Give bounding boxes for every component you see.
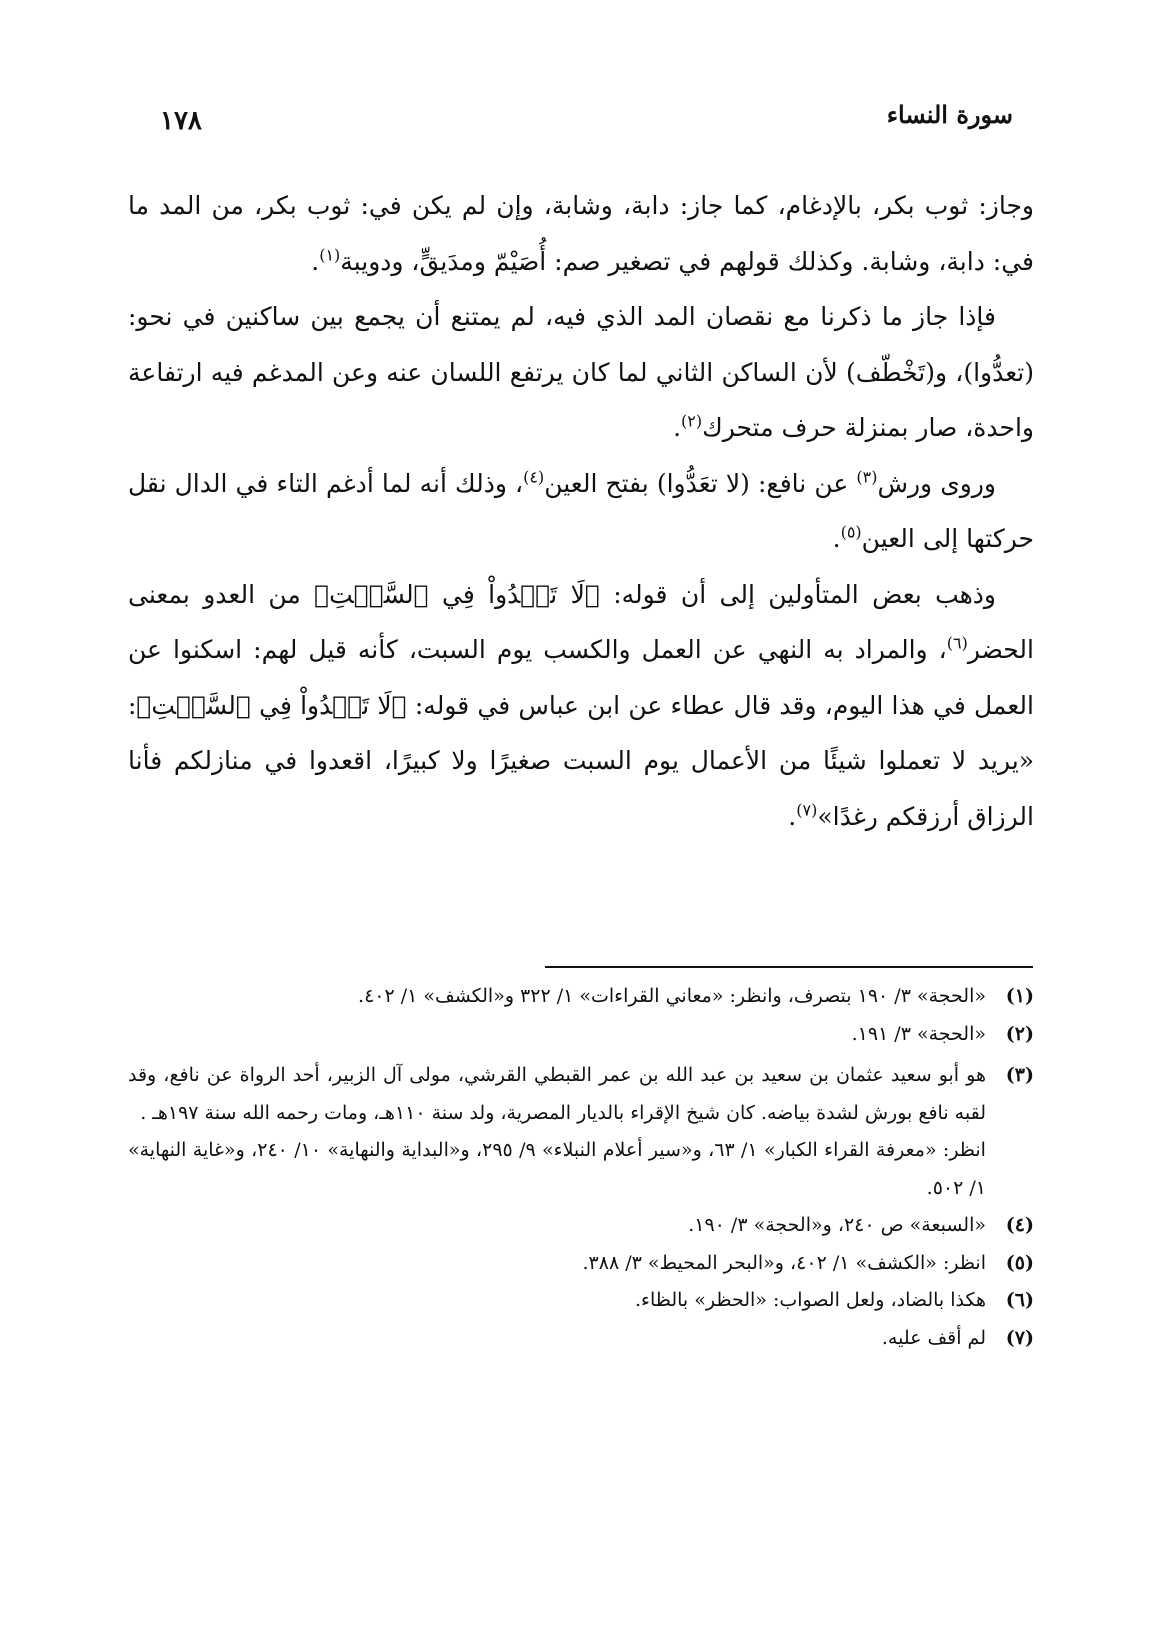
p1-line-2: ثوب بكر، من المد ما في: دابة، وشابة. وكذلك قولهم في تصغير صم:: [128, 191, 1034, 276]
footnote-text-sources: انظر: «معرفة القراء الكبار» ١/ ٦٣، و«سير أعلام النبلاء» ٩/ ٢٩٥، و«البداية والنهاية» ١٠/ ٢٤٠، و«غاية النهاية» ١/ ٥٠٢.: [128, 1139, 986, 1199]
page-number: ١٧٨: [160, 106, 202, 136]
footnote-number: (٧): [1005, 1326, 1034, 1349]
footnote-ref-6[interactable]: (٦): [946, 633, 968, 653]
paragraph-2: فإذا جاز ما ذكرنا مع نقصان المد الذي فيه، لم يمتنع أن يجمع بين ساكنين في نحو: (تعدُّوا)، و(تَخْطّف) لأن الساكن الثاني لما كان يرتفع اللسان عنه وعن المدغم فيه ارتفاعة واحدة، صار بمنزلة حرف متحرك$^{(٢)}$.: [128, 302, 1034, 442]
footnote-ref-7[interactable]: (٧): [796, 800, 818, 820]
footnote-number: (٣): [1005, 1064, 1034, 1086]
p3-part-b: عن نافع: (لا تعَدُّوا) بفتح العين: [544, 468, 857, 498]
footnote-item: [128, 978, 1034, 1016]
paragraph-1: وجاز: ثوب بكر، بالإدغام، كما جاز: دابة، وشابة، وإن لم يكن في: ثوب بكر، من المد ما في: دابة، وشابة. وكذلك قولهم في تصغير صم: أُصَيْمّ ومدَيقٍّ، ودويبة$^{(١)}$.: [128, 191, 1034, 276]
footnote-text: هكذا بالضاد، ولعل الصواب: «الحظر» بالظاء.: [635, 1289, 986, 1311]
footnote-text: «الحجة» ٣/ ١٩٠ بتصرف، وانظر: «معاني القراءات» ١/ ٣٢٢ و«الكشف» ١/ ٤٠٢.: [358, 985, 986, 1007]
footnote-separator: [545, 966, 1033, 968]
p1-line-3: أُصَيْمّ ومدَيقٍّ، ودويبة: [340, 246, 547, 276]
footnote-number: (٥): [1005, 1251, 1034, 1274]
paragraph-3: وروى ورش$^{(٣)}$ عن نافع: (لا تعَدُّوا) بفتح العين$^{(٤)}$، وذلك أنه لما أدغم التاء في الدال نقل حركتها إلى العين$^{(٥)}$.: [128, 467, 1034, 553]
footnote-number: (١): [1005, 985, 1034, 1007]
footnotes: [128, 978, 1034, 1357]
p4-part-b: ، والمراد به النهي عن العمل والكسب يوم السبت، كأنه قيل لهم: اسكنوا عن العمل في هذا اليوم، وقد قال عطاء عن ابن عباس في قوله: ﴿لَا تَعۡدُواْ فِي ٱلسَّبۡتِ﴾: «يريد لا تعملوا شيئًا من الأعمال يوم السبت صغيرًا ولا كبيرًا، اقعدوا في منازلكم فأنا الرزاق أرزقكم رغدًا»: [128, 635, 1034, 831]
p1-line-1: وجاز: ثوب بكر، بالإدغام، كما جاز: دابة، وشابة، وإن لم يكن في:: [360, 191, 1034, 220]
main-text: [128, 178, 1034, 844]
footnote-item: [128, 1320, 1034, 1358]
footnote-number: (٤): [1005, 1214, 1034, 1236]
footnote-text: «السبعة» ص ٢٤٠، و«الحجة» ٣/ ١٩٠.: [688, 1214, 986, 1236]
footnote-number: (٦): [1005, 1289, 1034, 1311]
footnote-ref-5[interactable]: (٥): [840, 522, 862, 542]
p3-part-c: ، وذلك أنه لما أدغم التاء في الدال نقل حركتها إلى العين: [128, 468, 1034, 553]
surah-title: سورة النساء: [886, 100, 1013, 129]
footnote-text: «الحجة» ٣/ ١٩١.: [851, 1022, 986, 1045]
footnote-text: لم أقف عليه.: [881, 1326, 986, 1349]
footnote-item: [128, 1245, 1034, 1283]
footnote-ref-3[interactable]: (٣): [856, 467, 878, 487]
page-header: [160, 100, 1013, 150]
p4-part-a: وذهب بعض المتأولين إلى أن قوله: ﴿لَا تَعۡدُواْ فِي ٱلسَّبۡتِ﴾ من العدو بمعنى الحضر: [128, 579, 1034, 664]
footnote-ref-4[interactable]: (٤): [523, 467, 545, 487]
footnote-item: [128, 1207, 1034, 1245]
p3-part-a: وروى ورش: [877, 468, 996, 498]
footnote-item: [128, 1282, 1034, 1320]
footnote-ref-1[interactable]: (١): [319, 245, 341, 265]
footnote-item: [128, 1016, 1034, 1054]
footnote-item: [128, 1057, 1034, 1207]
p2-text: فإذا جاز ما ذكرنا مع نقصان المد الذي فيه، لم يمتنع أن يجمع بين ساكنين في نحو: (تعدُّوا)، و(تَخْطّف) لأن الساكن الثاني لما كان يرتفع اللسان عنه وعن المدغم فيه ارتفاعة واحدة، صار بمنزلة حرف متحرك: [128, 302, 1034, 442]
footnote-ref-2[interactable]: (٢): [681, 411, 703, 431]
paragraph-4: وذهب بعض المتأولين إلى أن قوله: ﴿لَا تَعۡدُواْ فِي ٱلسَّبۡتِ﴾ من العدو بمعنى الحضر$^{(٦)}$، والمراد به النهي عن العمل والكسب يوم السبت، كأنه قيل لهم: اسكنوا عن العمل في هذا اليوم، وقد قال عطاء عن ابن عباس في قوله: ﴿لَا تَعۡدُواْ فِي ٱلسَّبۡتِ﴾: «يريد لا تعملوا شيئًا من الأعمال يوم السبت صغيرًا ولا كبيرًا، اقعدوا في منازلكم فأنا الرزاق أرزقكم رغدًا»$^{(٧)}$.: [128, 579, 1034, 831]
footnote-number: (٢): [1005, 1022, 1034, 1045]
footnote-text: انظر: «الكشف» ١/ ٤٠٢، و«البحر المحيط» ٣/ ٣٨٨.: [582, 1251, 986, 1274]
footnote-text: هو أبو سعيد عثمان بن سعيد بن عبد الله بن عمر القبطي القرشي، مولى آل الزبير، أحد الرواة عن نافع، وقد لقبه نافع بورش لشدة بياضه. كان شيخ الإقراء بالديار المصرية، ولد سنة ١١٠هـ، ومات رحمه الله سنة ١٩٧هـ .: [128, 1064, 986, 1124]
